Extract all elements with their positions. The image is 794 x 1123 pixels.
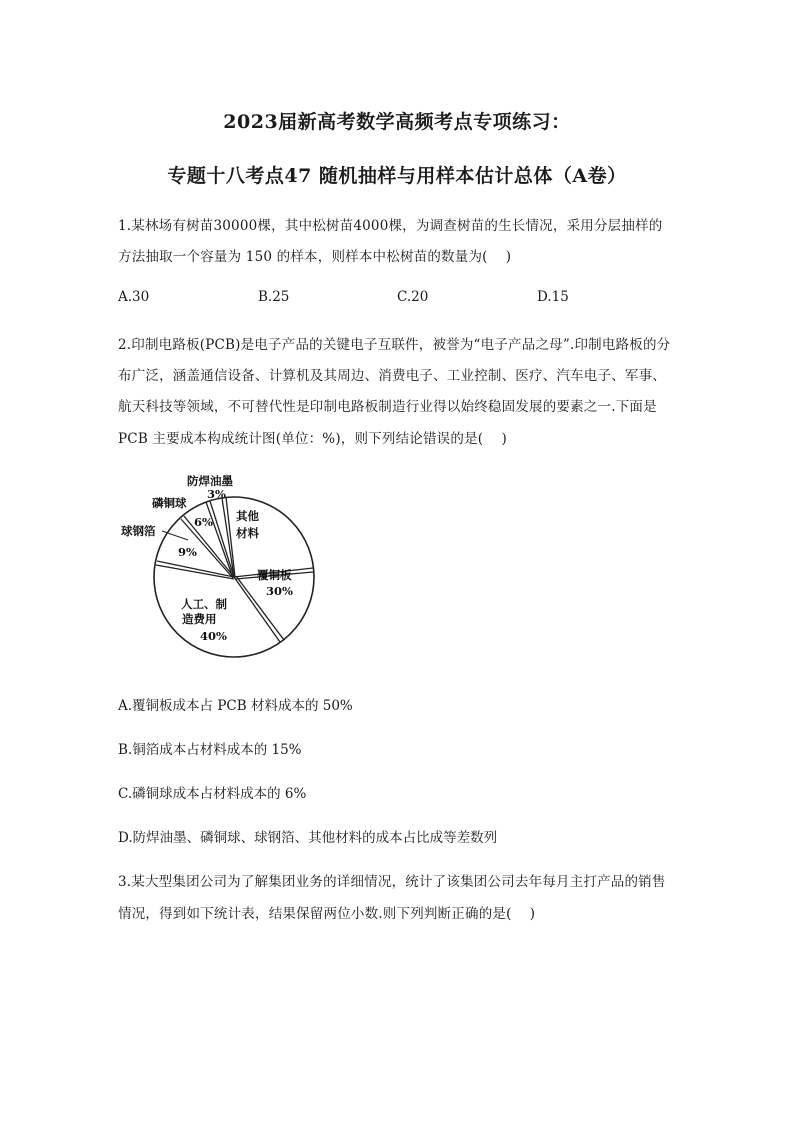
q2-option-b: B.铜箔成本占材料成本的 15% (118, 742, 302, 758)
q2-text-line-4: PCB 主要成本构成统计图(单位：%)，则下列结论错误的是( ) (118, 431, 507, 447)
q3-text-line-1: 3.某大型集团公司为了解集团业务的详细情况，统计了该集团公司去年每月主打产品的销售 (118, 874, 666, 890)
page-subtitle: 专题十八考点47 随机抽样与用样本估计总体（A卷） (167, 165, 627, 187)
q2-option-d: D.防焊油墨、磷铜球、球钢箔、其他材料的成本占比成等差数列 (118, 830, 498, 846)
q3-text-line-2: 情况，得到如下统计表，结果保留两位小数.则下列判断正确的是( ) (118, 906, 536, 922)
q2-option-a: A.覆铜板成本占 PCB 材料成本的 50% (118, 698, 353, 714)
label-futongban: 覆铜板 (257, 568, 292, 582)
page-title: 2023届新高考数学高频考点专项练习： (223, 111, 571, 133)
q2-text-line-1: 2.印制电路板(PCB)是电子产品的关键电子互联件，被誉为“电子产品之母”.印制电路板的分 (118, 337, 671, 353)
q1-option-b: B.25 (258, 289, 290, 305)
q1-text-line-2: 方法抽取一个容量为 150 的样本，则样本中松树苗的数量为( ) (118, 249, 512, 265)
label-fuhanyoumo: 防焊油墨 (187, 474, 233, 488)
q1-option-a: A.30 (118, 289, 150, 305)
pcb-cost-pie-chart (110, 468, 340, 668)
label-qiugangbo-pct: 9% (178, 545, 197, 559)
q2-text-line-3: 航天科技等领域，不可替代性是印制电路板制造行业得以始终稳固发展的要素之一.下面是 (118, 399, 657, 415)
label-rengong-line2: 造费用 (182, 612, 217, 626)
label-qita-line1: 其他 (236, 509, 259, 523)
q2-option-c: C.磷铜球成本占材料成本的 6% (118, 786, 307, 802)
label-rengong-line1: 人工、制 (181, 597, 227, 611)
label-qiugangbo: 球钢箔 (121, 524, 156, 538)
q2-text-line-2: 布广泛，涵盖通信设备、计算机及其周边、消费电子、工业控制、医疗、汽车电子、军事、 (118, 368, 666, 384)
label-lintongqiu-pct: 6% (194, 515, 213, 529)
q1-text-line-1: 1.某林场有树苗30000棵，其中松树苗4000棵，为调查树苗的生长情况，采用分层抽样的 (118, 218, 663, 234)
label-lintongqiu: 磷铜球 (152, 496, 187, 510)
label-qita-line2: 材料 (236, 526, 259, 540)
q1-option-c: C.20 (397, 289, 429, 305)
label-rengong-pct: 40% (200, 629, 227, 643)
label-futongban-pct: 30% (266, 584, 293, 598)
label-fuhanyoumo-pct: 3% (207, 487, 226, 501)
q1-option-d: D.15 (537, 289, 569, 305)
